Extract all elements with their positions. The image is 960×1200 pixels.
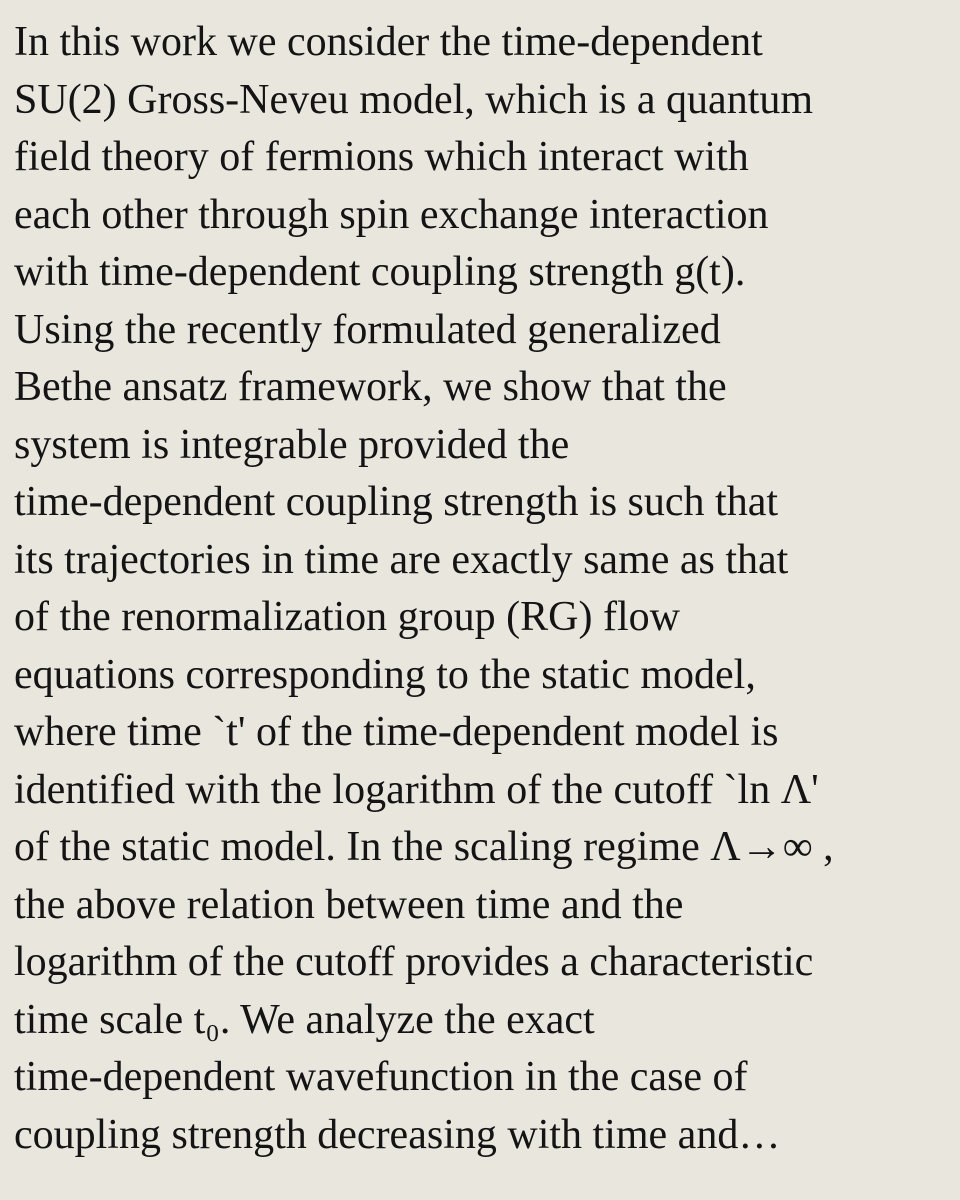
abstract-line: coupling strength decreasing with time and… (14, 1111, 781, 1158)
abstract-line: In this work we consider the time-dependent (14, 19, 763, 65)
abstract-line: logarithm of the cutoff provides a characteristic (14, 939, 814, 985)
abstract-line: equations corresponding to the static model, (14, 651, 756, 698)
abstract-line: system is integrable provided the (14, 421, 570, 468)
abstract-line: Bethe ansatz framework, we show that the (14, 364, 727, 410)
abstract-line: the above relation between time and the (14, 881, 684, 928)
abstract-line: its trajectories in time are exactly same as that (14, 536, 789, 583)
abstract-line: time-dependent coupling strength is such that (14, 479, 778, 525)
abstract-line: time scale t₀. We analyze the exact (14, 996, 595, 1043)
abstract-line: with time-dependent coupling strength g(t). (14, 249, 746, 295)
abstract-line: SU(2) Gross-Neveu model, which is a quantum (14, 76, 814, 123)
abstract-line: time-dependent wavefunction in the case of (14, 1054, 748, 1100)
abstract-text (14, 14, 954, 1164)
abstract-line: field theory of fermions which interact with (14, 134, 749, 180)
abstract-line: each other through spin exchange interaction (14, 191, 769, 238)
abstract-line: of the renormalization group (RG) flow (14, 594, 680, 640)
abstract-line: of the static model. In the scaling regime Λ→∞ , (14, 824, 834, 870)
abstract-line: where time `t' of the time-dependent model is (14, 709, 779, 755)
abstract-line: Using the recently formulated generalized (14, 306, 721, 353)
abstract-line: identified with the logarithm of the cutoff `ln Λ' (14, 766, 819, 813)
